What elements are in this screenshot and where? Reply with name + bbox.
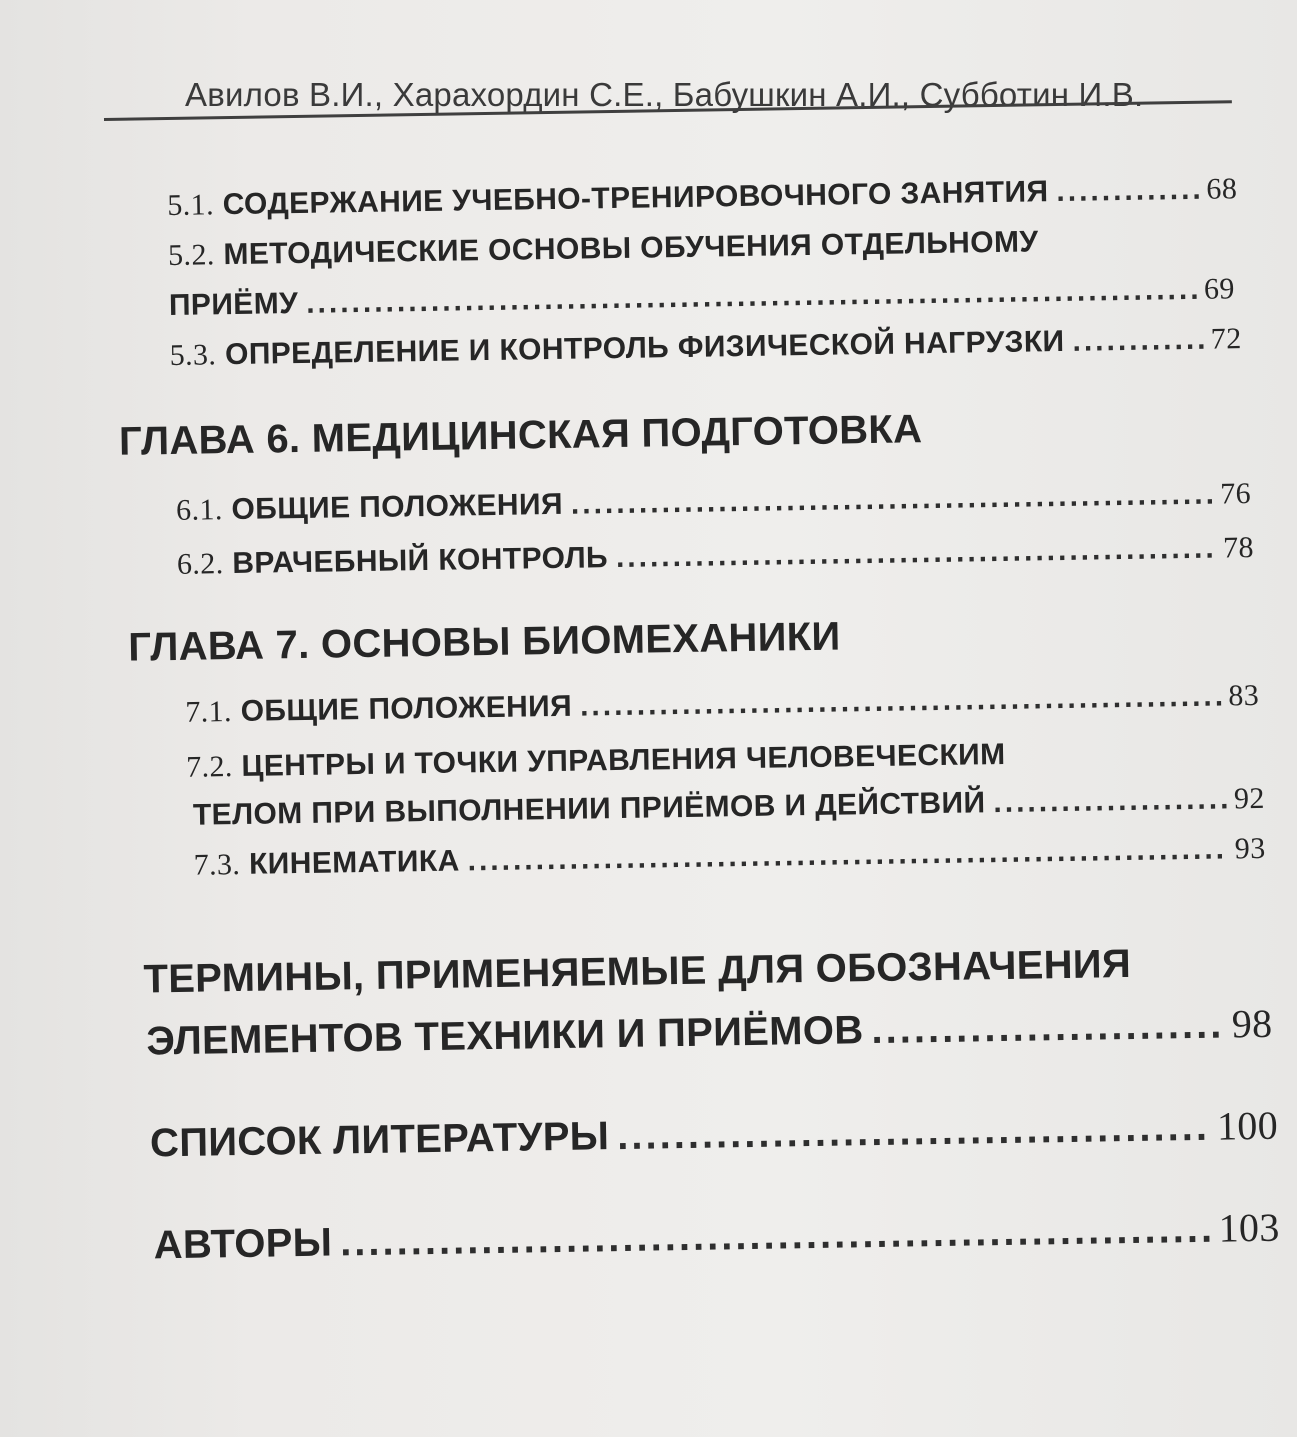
section-title: ОБЩИЕ ПОЛОЖЕНИЯ (231, 487, 564, 527)
section-number: 6.2. (176, 547, 224, 581)
section-title: ВРАЧЕБНЫЙ КОНТРОЛЬ (232, 541, 609, 581)
running-header: Авилов В.И., Харахордин С.Е., Бабушкин А.И., Субботин И.В. (185, 76, 1144, 113)
page-number: 93 (1234, 831, 1266, 866)
toc-entry-7-2-line1[interactable] (186, 738, 1006, 785)
toc-authors[interactable] (153, 1204, 1280, 1269)
dot-leader (306, 273, 1198, 321)
page-number: 103 (1218, 1204, 1280, 1251)
page-number: 68 (1206, 172, 1238, 206)
page-number: 92 (1233, 781, 1266, 816)
literature-title: СПИСОК ЛИТЕРАТУРЫ (149, 1114, 610, 1166)
toc-entry-5-3[interactable] (169, 322, 1241, 373)
page-number: 78 (1222, 530, 1255, 565)
section-title-line1: ЦЕНТРЫ И ТОЧКИ УПРАВЛЕНИЯ ЧЕЛОВЕЧЕСКИМ (241, 737, 1006, 783)
dot-leader (1072, 323, 1205, 359)
section-number: 5.2. (167, 238, 215, 273)
chapter-7-heading[interactable]: ГЛАВА 7. ОСНОВЫ БИОМЕХАНИКИ (127, 614, 841, 670)
dot-leader (340, 1207, 1213, 1266)
toc-terms-line2[interactable] (146, 1000, 1273, 1065)
dot-leader (993, 782, 1228, 820)
dot-leader (1056, 173, 1201, 209)
section-number: 7.2. (185, 750, 234, 784)
toc-entry-7-2-line2[interactable] (193, 782, 1265, 833)
section-title: СОДЕРЖАНИЕ УЧЕБНО-ТРЕНИРОВОЧНОГО ЗАНЯТИЯ (222, 175, 1049, 222)
toc-entry-label (185, 690, 572, 730)
page-number: 76 (1219, 477, 1252, 511)
dot-leader (616, 532, 1218, 575)
section-title-line2: ПРИЁМУ (168, 286, 299, 323)
page-number: 69 (1203, 272, 1236, 306)
toc-terms-line1[interactable]: ТЕРМИНЫ, ПРИМЕНЯЕМЫЕ ДЛЯ ОБОЗНАЧЕНИЯ (143, 941, 1132, 1002)
section-title: ОБЩИЕ ПОЛОЖЕНИЯ (240, 689, 573, 728)
toc-entry-label (177, 541, 608, 582)
section-number: 7.3. (193, 847, 241, 882)
dot-leader (580, 680, 1223, 724)
dot-leader (467, 832, 1229, 878)
chapter-6-heading[interactable]: ГЛАВА 6. МЕДИЦИНСКАЯ ПОДГОТОВКА (118, 407, 923, 464)
toc-entry-6-2[interactable] (177, 531, 1254, 582)
toc-entry-label (193, 845, 459, 883)
dot-leader (571, 478, 1215, 522)
section-title-line2: ТЕЛОМ ПРИ ВЫПОЛНЕНИИ ПРИЁМОВ И ДЕЙСТВИЙ (192, 786, 986, 832)
toc-entry-label (176, 488, 563, 528)
dot-leader (871, 1002, 1226, 1053)
terms-title-line2: ЭЛЕМЕНТОВ ТЕХНИКИ И ПРИЁМОВ (146, 1008, 864, 1064)
page-number: 83 (1228, 678, 1260, 713)
page-number: 72 (1210, 322, 1242, 356)
section-number: 6.1. (175, 493, 224, 527)
section-title: КИНЕМАТИКА (248, 844, 460, 881)
section-number: 5.3. (169, 338, 217, 372)
toc-entry-5-2-line1[interactable] (168, 225, 1039, 273)
section-title: ОПРЕДЕЛЕНИЕ И КОНТРОЛЬ ФИЗИЧЕСКОЙ НАГРУЗКИ (224, 324, 1065, 372)
toc-entry-5-2-line2[interactable] (169, 272, 1235, 323)
toc-entry-7-3[interactable] (193, 832, 1265, 883)
toc-entry-6-1[interactable] (176, 477, 1251, 528)
toc-entry-5-1[interactable] (167, 172, 1237, 223)
toc-entry-label (169, 325, 1064, 373)
page-number: 98 (1231, 1000, 1273, 1047)
dot-leader (617, 1105, 1212, 1159)
section-number: 7.1. (185, 695, 233, 729)
section-number: 5.1. (167, 188, 215, 223)
toc-entry-7-1[interactable] (185, 679, 1259, 730)
section-title-line1: МЕТОДИЧЕСКИЕ ОСНОВЫ ОБУЧЕНИЯ ОТДЕЛЬНОМУ (223, 225, 1039, 272)
toc-entry-label (167, 175, 1049, 223)
toc-literature[interactable] (150, 1102, 1279, 1167)
page-number: 100 (1216, 1102, 1279, 1149)
authors-title: АВТОРЫ (153, 1220, 333, 1268)
